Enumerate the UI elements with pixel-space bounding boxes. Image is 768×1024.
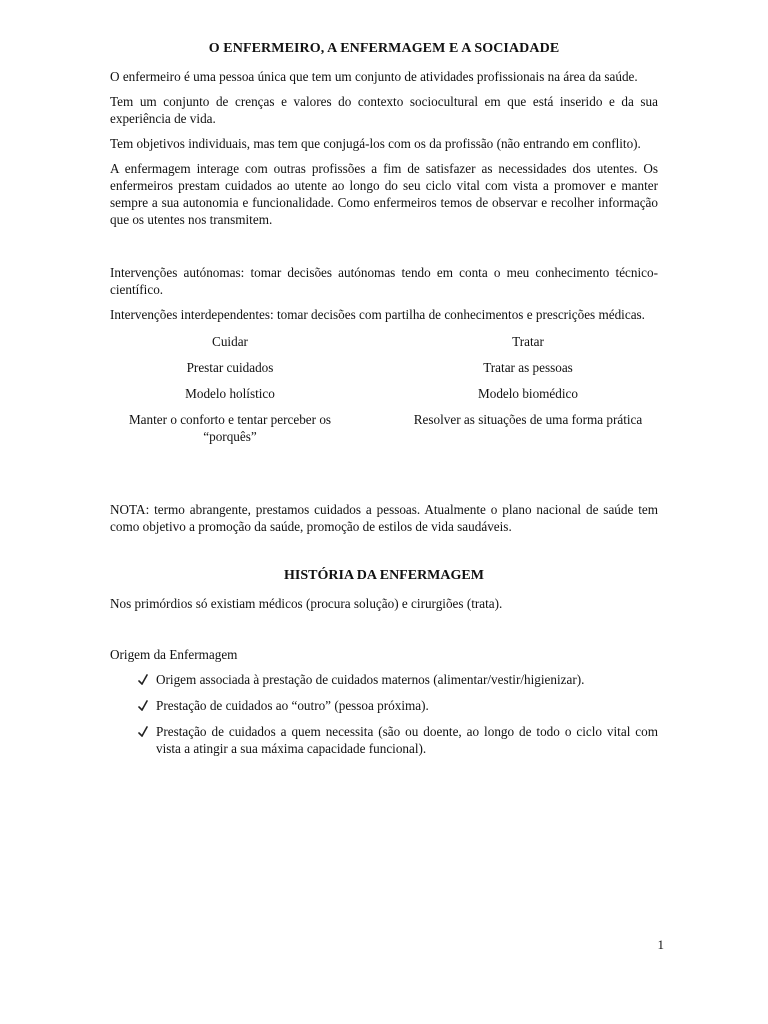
list-item-text: Prestação de cuidados ao “outro” (pessoa próxima). bbox=[156, 698, 429, 713]
paragraph: A enfermagem interage com outras profissões a fim de satisfazer as necessidades dos utentes. Os enfermeiros prestam cuidados ao utente ao longo do seu ciclo vital com vista a promover e manter sempre a sua autonomia e funcionalidade. Como enfermeiros temos de observar e recolher informação que os utentes nos transmitem. bbox=[110, 161, 658, 227]
page-number: 1 bbox=[657, 937, 664, 952]
comparison-column-tratar bbox=[408, 333, 648, 437]
spacer bbox=[110, 483, 658, 501]
list-item bbox=[138, 723, 658, 757]
paragraph: O enfermeiro é uma pessoa única que tem um conjunto de atividades profissionais na área da saúde. bbox=[110, 69, 638, 84]
comparison-cell: Modelo biomédico bbox=[478, 386, 578, 401]
nota-paragraph: NOTA: termo abrangente, prestamos cuidados a pessoas. Atualmente o plano nacional de saúde tem como objetivo a promoção da saúde, promoção de estilos de vida saudáveis. bbox=[110, 502, 658, 534]
list-item-text: Prestação de cuidados a quem necessita (são ou doente, ao longo de todo o ciclo vital com vista a atingir a sua máxima capacidade funcional). bbox=[156, 724, 658, 756]
comparison-table bbox=[110, 333, 658, 483]
checkmark-icon bbox=[138, 726, 148, 737]
spacer bbox=[110, 543, 658, 567]
paragraph: Tem um conjunto de crenças e valores do contexto sociocultural em que está inserido e da sua experiência de vida. bbox=[110, 94, 658, 126]
paragraph: Tem objetivos individuais, mas tem que conjugá-los com os da profissão (não entrando em conflito). bbox=[110, 136, 641, 151]
comparison-cell: Tratar as pessoas bbox=[483, 360, 573, 375]
comparison-cell: Cuidar bbox=[212, 334, 248, 349]
list-item bbox=[138, 671, 658, 688]
comparison-cell: Manter o conforto e tentar perceber os “porquês” bbox=[128, 412, 332, 444]
intervention-paragraph: Intervenções autónomas: tomar decisões autónomas tendo em conta o meu conhecimento técnico-científico. bbox=[110, 265, 658, 297]
section-title: O ENFERMEIRO, A ENFERMAGEM E A SOCIADADE bbox=[208, 41, 560, 56]
comparison-cell: Resolver as situações de uma forma prática bbox=[413, 412, 643, 427]
bullet-list bbox=[110, 671, 658, 757]
paragraph: Nos primórdios só existiam médicos (procura solução) e cirurgiões (trata). bbox=[110, 596, 503, 611]
comparison-cell: Modelo holístico bbox=[185, 386, 275, 401]
subheading: Origem da Enfermagem bbox=[110, 647, 238, 662]
checkmark-icon bbox=[138, 700, 148, 711]
spacer bbox=[110, 236, 658, 264]
page-content bbox=[110, 40, 658, 766]
comparison-column-cuidar bbox=[110, 333, 350, 454]
spacer bbox=[110, 620, 658, 646]
comparison-cell: Tratar bbox=[512, 334, 544, 349]
intervention-paragraph: Intervenções interdependentes: tomar decisões com partilha de conhecimentos e prescrições médicas. bbox=[110, 307, 645, 322]
list-item bbox=[138, 697, 658, 714]
checkmark-icon bbox=[138, 674, 148, 685]
section-title: HISTÓRIA DA ENFERMAGEM bbox=[284, 568, 484, 583]
comparison-cell: Prestar cuidados bbox=[186, 360, 274, 375]
list-item-text: Origem associada à prestação de cuidados maternos (alimentar/vestir/higienizar). bbox=[156, 672, 585, 687]
